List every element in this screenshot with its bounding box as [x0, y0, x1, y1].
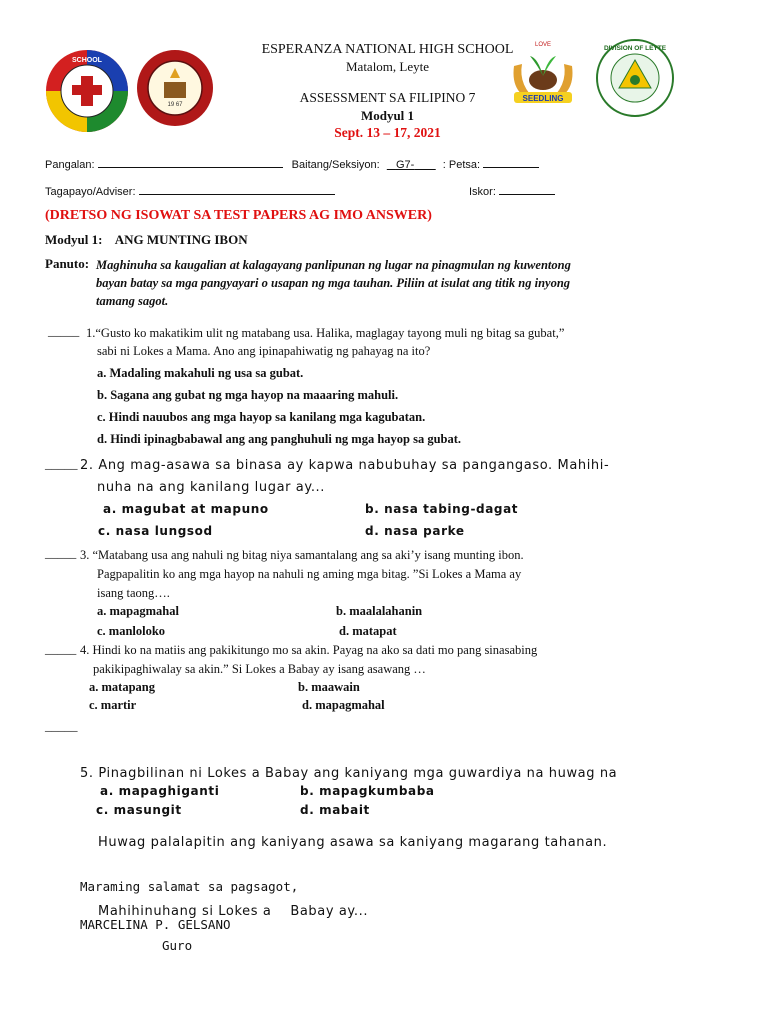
petsa-field[interactable] [483, 167, 539, 168]
assessment-dates: Sept. 13 – 17, 2021 [334, 125, 441, 140]
question-line: sabi ni Lokes a Mama. Ano ang ipinapahiwatig ng pahayag na ito? [97, 344, 431, 358]
division-of-leyte-logo [595, 38, 675, 118]
q5-choice-d[interactable]: d. mabait [300, 803, 370, 817]
question-line: 5. Pinagbilinan ni Lokes a Babay ang kaniyang mga guwardiya na huwag na [80, 766, 618, 781]
question-line: isang taong…. [97, 586, 170, 600]
panuto-line: bayan batay sa mga pangyayari o usapan ng mga tauhan. Piliin at isulat ang titik ng inyong [96, 276, 571, 290]
question-1-text [86, 324, 726, 360]
answer-blank-q2[interactable]: _____ [45, 456, 78, 471]
question-line: pakikipaghiwalay sa akin.” Si Lokes a Babay ay isang asawang … [93, 662, 426, 676]
question-5-text [80, 716, 740, 946]
petsa-label: : Petsa: [442, 159, 481, 171]
q4-choice-c[interactable]: c. martir [89, 698, 137, 712]
q2-choice-d[interactable]: d. nasa parke [365, 524, 465, 538]
baitang-value: G7- [395, 159, 415, 171]
q2-choice-b[interactable]: b. nasa tabing-dagat [365, 502, 519, 516]
panuto-line: tamang sagot. [96, 294, 169, 308]
question-line: 4. Hindi ko na matiis ang pakikitungo mo sa akin. Payag na ako sa dati mo pang sinasabing [80, 643, 538, 657]
answer-blank-q4[interactable]: _____ [45, 642, 77, 656]
panuto-text [96, 256, 716, 310]
svg-text:LOVE: LOVE [534, 42, 552, 48]
q3-choice-b[interactable]: b. maalalahanin [336, 604, 423, 618]
panuto-line: Maghinuha sa kaugalian at kalagayang panlipunan ng lugar na pinagmulan ng kuwentong [96, 258, 571, 272]
answer-instruction: (DRETSO NG ISOWAT SA TEST PAPERS AG IMO ANSWER) [45, 208, 432, 223]
question-line: 3. “Matabang usa ang nahuli ng bitag niya samantalang ang sa aki’y isang munting ibon. [80, 548, 524, 562]
question-line: 2. Ang mag-asawa sa binasa ay kapwa nabubuhay sa pangangaso. Mahihi- [80, 458, 610, 473]
iskor-label: Iskor: [469, 186, 496, 198]
teacher-name: MARCELINA P. GELSANO [80, 917, 231, 932]
tagapayo-field[interactable] [139, 194, 335, 195]
q3-choice-c[interactable]: c. manloloko [97, 624, 166, 638]
q3-choice-a[interactable]: a. mapagmahal [97, 604, 179, 618]
q2-choice-a[interactable]: a. magubat at mapuno [103, 502, 269, 516]
question-4-text [80, 641, 720, 679]
school-seal-logo-1 [44, 48, 130, 134]
question-2-text [80, 455, 740, 499]
iskor-row [469, 186, 555, 198]
q4-choice-b[interactable]: b. maawain [298, 680, 360, 694]
q1-choice-d[interactable]: d. Hindi ipinagbabawal ang ang panghuhuli ng mga hayop sa gubat. [97, 432, 462, 446]
svg-text:SEEDLING: SEEDLING [522, 94, 564, 103]
q4-choice-d[interactable]: d. mapagmahal [302, 698, 385, 712]
question-line: Mahihinuhang si Lokes a Babay ay... [98, 904, 369, 919]
svg-text:SCHOOL: SCHOOL [72, 57, 102, 64]
panuto-label: Panuto: [45, 256, 90, 271]
q5-choice-c[interactable]: c. masungit [96, 803, 182, 817]
question-line: nuha na ang kanilang lugar ay... [97, 480, 326, 495]
q3-choice-d[interactable]: d. matapat [339, 624, 397, 638]
tagapayo-label: Tagapayo/Adviser: [45, 186, 136, 198]
modyul-number: Modyul 1 [360, 108, 415, 123]
question-3-text [80, 546, 720, 603]
q4-choice-a[interactable]: a. matapang [89, 680, 155, 694]
baitang-field[interactable] [387, 159, 436, 171]
svg-text:19 67: 19 67 [167, 102, 183, 108]
question-line: Huwag palalapitin ang kaniyang asawa sa kaniyang magarang tahanan. [98, 835, 608, 850]
svg-text:DIVISION OF LEYTE: DIVISION OF LEYTE [603, 45, 667, 52]
q1-choice-c[interactable]: c. Hindi nauubos ang mga hayop sa kanilang mga kagubatan. [97, 410, 426, 424]
q5-choice-b[interactable]: b. mapagkumbaba [300, 784, 435, 798]
question-line: Pagpapalitin ko ang mga hayop na nahuli ng aming mga bitag. ”Si Lokes a Mama ay [97, 567, 522, 581]
iskor-field[interactable] [499, 194, 555, 195]
baitang-label: Baitang/Seksiyon: [291, 159, 380, 171]
question-line: 1.“Gusto ko makatikim ulit ng matabang usa. Halika, maglagay tayong muli ng bitag sa gubat,” [86, 326, 565, 340]
answer-blank-q5[interactable]: _____ [45, 718, 78, 733]
q1-choice-b[interactable]: b. Sagana ang gubat ng mga hayop na maaaring mahuli. [97, 388, 399, 402]
teacher-role: Guro [162, 938, 193, 953]
pangalan-label: Pangalan: [45, 159, 95, 171]
answer-blank-q3[interactable]: _____ [45, 546, 77, 560]
pangalan-field[interactable] [98, 167, 283, 168]
tagapayo-row [45, 186, 335, 198]
assessment-title: ASSESSMENT SA FILIPINO 7 [299, 90, 476, 105]
answer-blank-q1[interactable]: _____ [48, 324, 80, 338]
q1-choice-a[interactable]: a. Madaling makahuli ng usa sa gubat. [97, 366, 304, 380]
module-title: Modyul 1: ANG MUNTING IBON [45, 232, 248, 247]
pangalan-row [45, 159, 539, 171]
q2-choice-c[interactable]: c. nasa lungsod [98, 524, 213, 538]
school-name: ESPERANZA NATIONAL HIGH SCHOOL [261, 42, 514, 57]
q5-choice-a[interactable]: a. mapaghiganti [100, 784, 220, 798]
school-location: Matalom, Leyte [345, 59, 430, 74]
closing-thanks: Maraming salamat sa pagsagot, [80, 879, 299, 894]
